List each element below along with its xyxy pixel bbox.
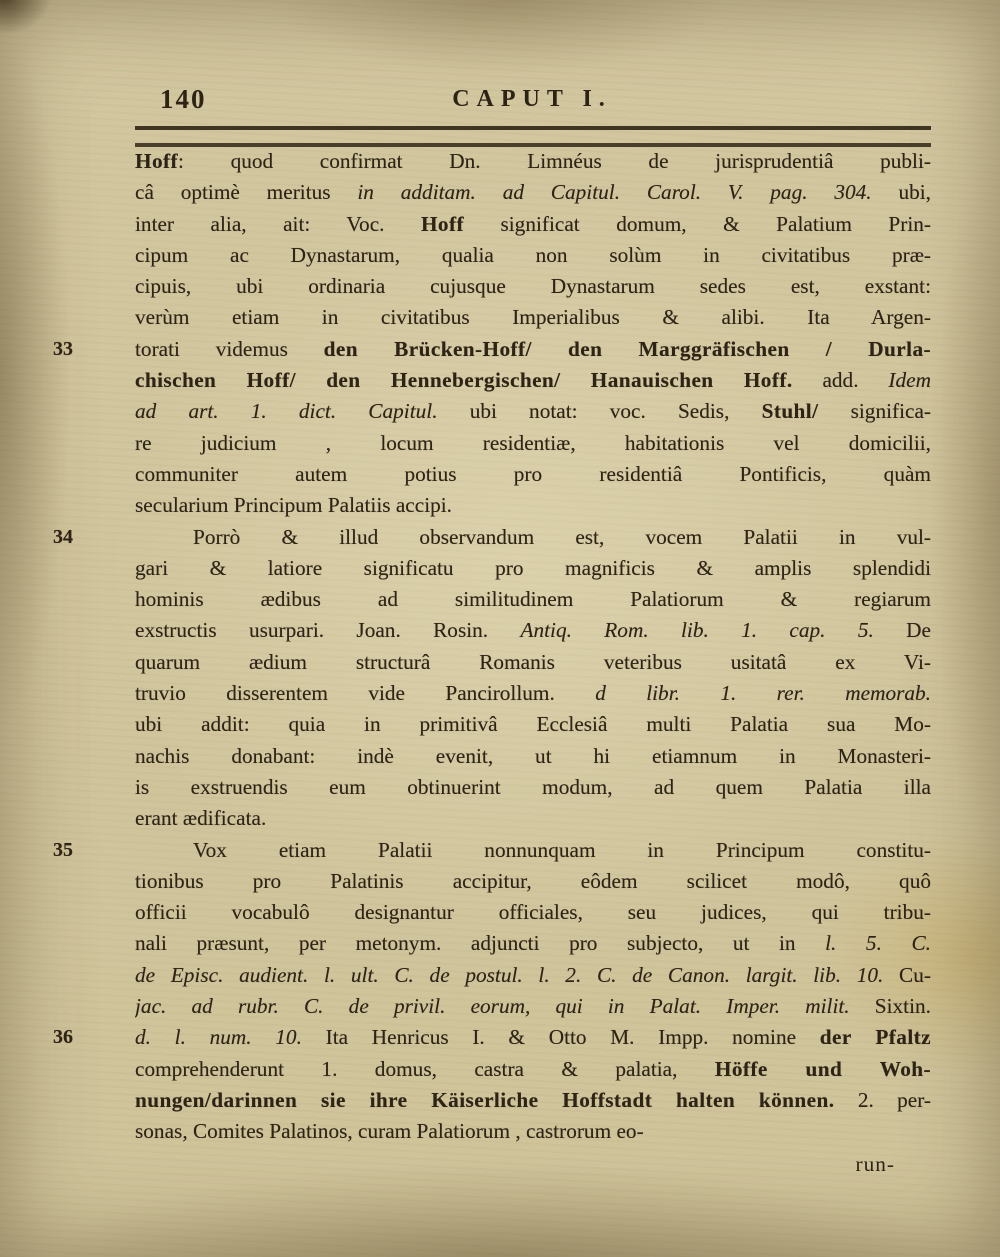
text-line: [135, 1054, 931, 1085]
italic-citation-text: d. l. num. 10.: [135, 1025, 326, 1050]
text-line: [135, 960, 931, 991]
text-line-content: [135, 334, 931, 365]
text-line-content: [135, 302, 931, 333]
body-text-block: [53, 146, 931, 1148]
text-line: [135, 240, 931, 271]
body-text: verùm etiam in civitatibus Imperialibus & alibi. Ita Argen-: [135, 305, 931, 330]
text-line-content: [135, 647, 931, 678]
text-line: [135, 928, 931, 959]
italic-citation-text: l. 5. C.: [825, 931, 931, 956]
text-line-content: [135, 991, 931, 1022]
body-text: Cu-: [899, 962, 931, 987]
italic-citation-text: d libr. 1. rer. memorab.: [595, 681, 931, 706]
scan-corner-smudge: [0, 0, 52, 35]
text-line-content: [135, 835, 931, 866]
text-line: [135, 709, 931, 740]
text-line-content: [135, 615, 931, 646]
text-line: [135, 1116, 931, 1147]
text-line: [135, 615, 931, 646]
text-line: [135, 396, 931, 427]
body-text: significat domum, & Palatium Prin-: [463, 211, 931, 236]
fraktur-text: Höffe und Woh-: [714, 1056, 931, 1081]
text-line: [135, 428, 931, 459]
text-line: [135, 741, 931, 772]
body-text: erant ædificata.: [135, 806, 267, 831]
text-line: [135, 302, 931, 333]
body-text: is exstruendis eum obtinuerint modum, ad quem Palatia illa: [135, 774, 931, 799]
text-line-content: [135, 459, 931, 490]
text-line: [53, 1022, 931, 1053]
text-line: [135, 490, 931, 521]
text-line: [135, 991, 931, 1022]
text-line-content: [135, 1116, 931, 1147]
text-line: [135, 647, 931, 678]
body-text: ubi,: [871, 180, 931, 205]
fraktur-text: der Pfaltz: [819, 1025, 931, 1050]
body-text: quarum ædium structurâ Romanis veteribus usitatâ ex Vi-: [135, 649, 931, 674]
body-text: Ita Henricus I. & Otto M. Impp. nomine: [325, 1025, 820, 1050]
italic-citation-text: Idem: [888, 368, 931, 393]
text-line-content: [135, 772, 931, 803]
text-line-content: [135, 428, 931, 459]
fraktur-text: den Brücken-Hoff/ den Marggräfischen / Durla-: [323, 336, 931, 361]
text-line-content: [135, 553, 931, 584]
text-line-content: [135, 709, 931, 740]
text-line: [135, 897, 931, 928]
body-text: officii vocabulô designantur officiales, seu judices, qui tribu-: [135, 900, 931, 925]
text-line: [135, 1085, 931, 1116]
body-text: De: [873, 618, 931, 643]
body-text: hominis ædibus ad similitudinem Palatiorum & regiarum: [135, 587, 931, 612]
page-number: 140: [160, 84, 207, 114]
body-text: inter alia, ait: Voc.: [135, 211, 421, 236]
chapter-heading: CAPUT I.: [452, 86, 612, 112]
text-line-content: [135, 1022, 931, 1053]
body-text: Vox etiam Palatii nonnunquam in Principum constitu-: [193, 837, 931, 862]
text-line-content: [135, 960, 931, 991]
body-text: sonas, Comites Palatinos, curam Palatiorum , castrorum eo-: [135, 1119, 644, 1144]
body-text: ubi notat: voc. Sedis,: [437, 399, 762, 424]
text-line-content: [135, 803, 931, 834]
body-text: nachis donabant: indè evenit, ut hi etiamnum in Monasteri-: [135, 743, 931, 768]
text-line-content: [135, 396, 931, 427]
text-line-content: [135, 271, 931, 302]
text-line: [135, 866, 931, 897]
margin-section-number: 35: [53, 838, 73, 861]
body-text: ubi addit: quia in primitivâ Ecclesiâ multi Palatia sua Mo-: [135, 712, 931, 737]
body-text: cipum ac Dynastarum, qualia non solùm in civitatibus præ-: [135, 242, 931, 267]
fraktur-text: Hoff: [420, 211, 464, 236]
body-text: exstructis usurpari. Joan. Rosin.: [135, 618, 521, 643]
body-text: communiter autem potius pro residentiâ Pontificis, quàm: [135, 461, 931, 486]
text-line: [135, 553, 931, 584]
text-line: [53, 522, 931, 553]
text-line: [135, 584, 931, 615]
text-line: [135, 271, 931, 302]
fraktur-text: nungen/darinnen sie ihre Käiserliche Hoffstadt halten können.: [135, 1087, 835, 1112]
text-line-content: [135, 678, 931, 709]
body-text: truvio disserentem vide Pancirollum.: [135, 681, 596, 706]
text-line-content: [135, 584, 931, 615]
text-line-content: [135, 741, 931, 772]
body-text: Porrò & illud observandum est, vocem Palatii in vul-: [193, 524, 931, 549]
text-line-content: [135, 146, 931, 177]
body-text: 2. per-: [834, 1087, 931, 1112]
italic-citation-text: ad art. 1. dict. Capitul.: [135, 399, 438, 424]
italic-citation-text: de Episc. audient. l. ult. C. de postul. l. 2. C. de Canon. largit. lib. 10.: [135, 962, 900, 987]
body-text: cipuis, ubi ordinaria cujusque Dynastarum sedes est, exstant:: [135, 274, 931, 299]
text-line-content: [135, 1054, 931, 1085]
text-line: [135, 803, 931, 834]
text-line-content: [135, 177, 931, 208]
text-line-content: [135, 522, 931, 553]
text-line-content: [135, 1085, 931, 1116]
text-line-content: [135, 866, 931, 897]
italic-citation-text: jac. ad rubr. C. de privil. eorum, qui in Palat. Imper. milit.: [135, 994, 850, 1019]
body-text: : quod confirmat Dn. Limnéus de jurisprudentiâ publi-: [178, 149, 931, 173]
text-line-content: [135, 240, 931, 271]
body-text: Sixtin.: [849, 994, 931, 1019]
text-line: [53, 334, 931, 365]
body-text: tionibus pro Palatinis accipitur, eôdem scilicet modô, quô: [135, 868, 931, 893]
text-line: [53, 835, 931, 866]
text-line-content: [135, 365, 931, 396]
body-text: comprehenderunt 1. domus, castra & palatia,: [135, 1056, 715, 1081]
body-text: nali præsunt, per metonym. adjuncti pro subjecto, ut in: [135, 931, 826, 956]
margin-section-number: 34: [53, 525, 73, 548]
catchword: run-: [855, 1152, 895, 1176]
text-line-content: [135, 490, 931, 521]
running-head: [0, 84, 1000, 118]
header-double-rule: [135, 126, 931, 147]
text-line: [135, 365, 931, 396]
body-text: gari & latiore significatu pro magnificis & amplis splendidi: [135, 555, 931, 580]
text-line: [135, 772, 931, 803]
text-line: [135, 146, 931, 177]
italic-citation-text: Antiq. Rom. lib. 1. cap. 5.: [520, 618, 874, 643]
text-line-content: [135, 209, 931, 240]
margin-section-number: 36: [53, 1026, 73, 1049]
body-text: add.: [792, 368, 889, 393]
body-text: significa-: [818, 399, 931, 424]
body-text: torati videmus: [135, 336, 324, 361]
text-line: [135, 678, 931, 709]
margin-section-number: 33: [53, 337, 73, 360]
fraktur-text: chischen Hoff/ den Hennebergischen/ Hanauischen Hoff.: [135, 368, 793, 393]
text-line-content: [135, 897, 931, 928]
text-line: [135, 209, 931, 240]
fraktur-text: Stuhl/: [761, 399, 819, 424]
body-text: secularium Principum Palatiis accipi.: [135, 493, 453, 518]
fraktur-text: Hoff: [135, 149, 178, 173]
italic-citation-text: in additam. ad Capitul. Carol. V. pag. 304.: [357, 180, 872, 205]
body-text: re judicium , locum residentiæ, habitationis vel domicilii,: [135, 430, 931, 455]
text-line: [135, 459, 931, 490]
text-line-content: [135, 928, 931, 959]
body-text: câ optimè meritus: [135, 180, 358, 205]
text-line: [135, 177, 931, 208]
